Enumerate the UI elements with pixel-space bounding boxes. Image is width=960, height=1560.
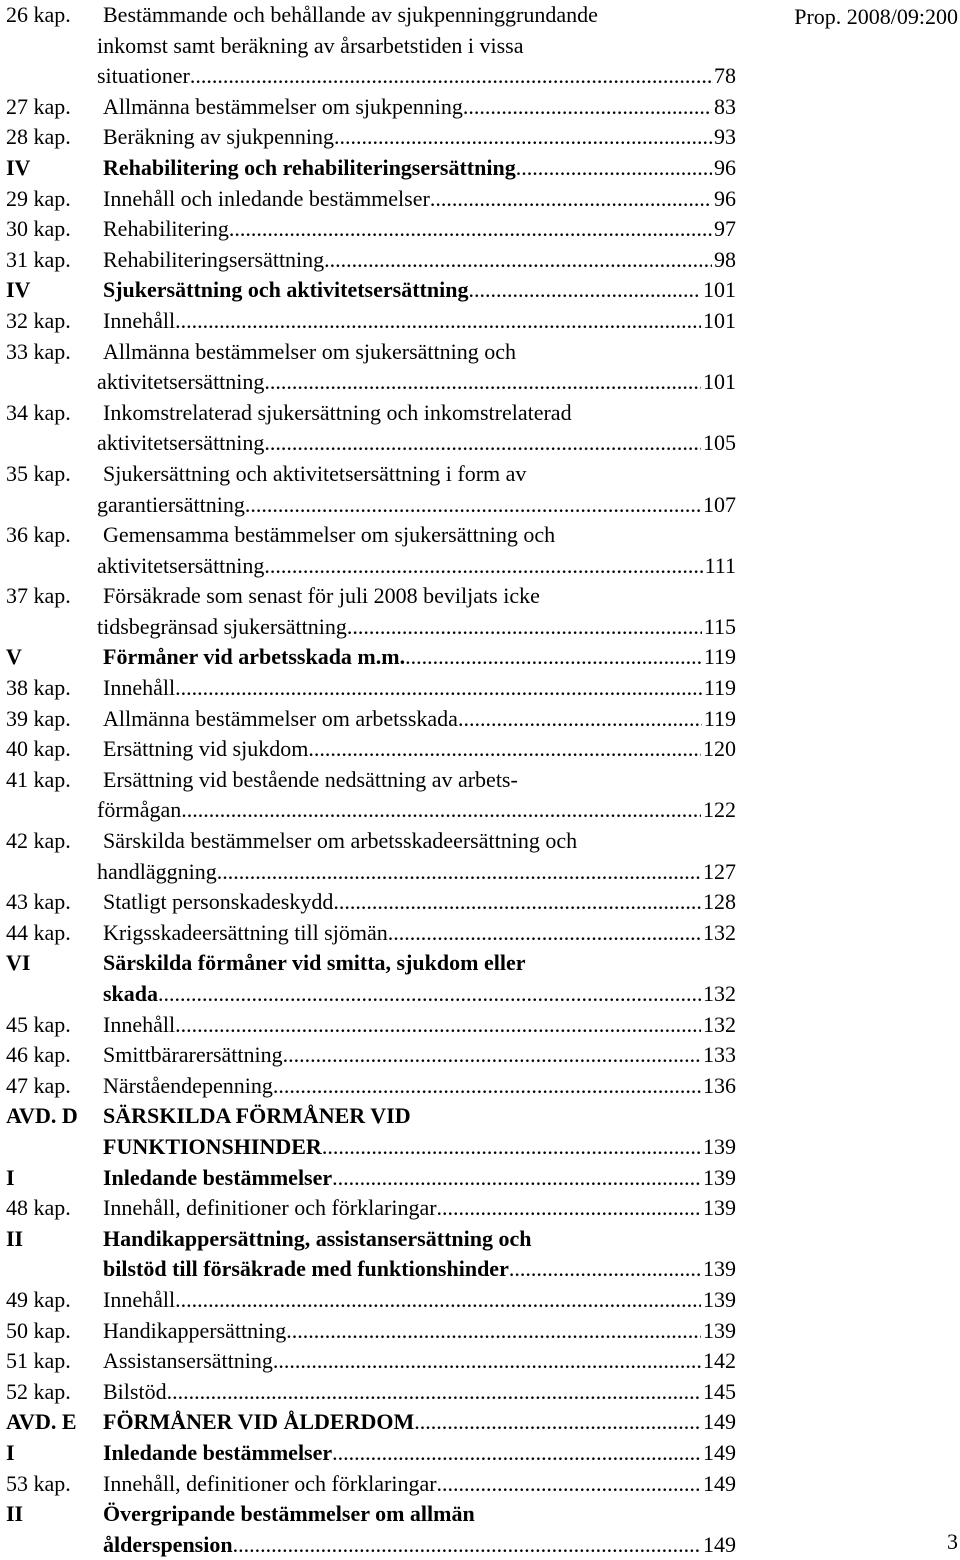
toc-entry: [6, 734, 736, 765]
toc-entry-page: 136: [703, 1072, 736, 1098]
toc-entry-number: 43 kap.: [6, 889, 71, 915]
toc-entry-title: Beräkning av sjukpenning: [103, 124, 334, 150]
toc-entry-title: Handikappersättning: [103, 1317, 287, 1343]
toc-entry-title: Handikappersättning, assistansersättning och: [103, 1225, 532, 1251]
toc-entry: [6, 92, 736, 123]
toc-entry: [6, 459, 736, 520]
toc-entry-title: Allmänna bestämmelser om arbetsskada: [103, 705, 458, 731]
toc-entry: [6, 1407, 736, 1438]
toc-entry-number: AVD. E: [6, 1409, 77, 1435]
toc-entry-number: 36 kap.: [6, 522, 71, 548]
dot-leader: [308, 734, 701, 765]
toc-entry-page: 133: [703, 1042, 736, 1068]
toc-entry-title: Närståendepenning: [103, 1072, 273, 1098]
dot-leader: [286, 1316, 701, 1347]
toc-entry-title: bilstöd till försäkrade med funktionshinder: [103, 1256, 509, 1282]
toc-entry-title: Inkomstrelaterad sjukersättning och inkomstrelaterad: [103, 399, 572, 425]
toc-entry-number: V: [6, 644, 22, 670]
toc-entry-page: 122: [703, 797, 736, 823]
dot-leader: [264, 428, 701, 459]
toc-entry-number: II: [6, 1225, 24, 1251]
toc-entry-title: Innehåll: [103, 1286, 176, 1312]
toc-entry: [6, 581, 736, 642]
toc-entry-number: 33 kap.: [6, 338, 71, 364]
toc-entry: [6, 1224, 736, 1285]
toc-entry: [6, 122, 736, 153]
toc-entry-page: 139: [703, 1133, 736, 1159]
toc-entry-page: 96: [714, 185, 736, 211]
toc-entry: [6, 1193, 736, 1224]
toc-entry: [6, 1010, 736, 1041]
table-of-contents: [6, 0, 736, 1560]
toc-entry-page: 145: [703, 1378, 736, 1404]
toc-entry-number: AVD. D: [6, 1103, 78, 1129]
toc-entry: [6, 275, 736, 306]
dot-leader: [175, 673, 702, 704]
toc-entry-number: 35 kap.: [6, 460, 71, 486]
dot-leader: [334, 122, 712, 153]
toc-entry-title: SÄRSKILDA FÖRMÅNER VID: [103, 1103, 411, 1129]
toc-entry-page: 128: [703, 889, 736, 915]
toc-entry-title: Särskilda bestämmelser om arbetsskadeersättning och: [103, 828, 578, 854]
toc-entry-title: Sjukersättning och aktivitetsersättning i form av: [103, 460, 527, 486]
toc-entry-title: Statligt personskadeskydd: [103, 889, 334, 915]
dot-leader: [283, 1040, 701, 1071]
dot-leader: [264, 551, 702, 582]
toc-entry-number: 26 kap.: [6, 2, 71, 27]
toc-entry-title: inkomst samt beräkning av årsarbetstiden i vissa: [97, 32, 524, 58]
toc-entry: [6, 642, 736, 673]
page-number: 3: [947, 1529, 958, 1554]
toc-entry-page: 93: [714, 124, 736, 150]
toc-entry-number: 37 kap.: [6, 583, 71, 609]
toc-entry: [6, 887, 736, 918]
toc-entry-number: 27 kap.: [6, 93, 71, 119]
toc-entry-page: 120: [703, 736, 736, 762]
toc-entry-title: förmågan: [97, 797, 182, 823]
toc-entry-page: 105: [703, 430, 736, 456]
toc-entry-page: 101: [703, 307, 736, 333]
toc-entry-page: 119: [703, 675, 736, 701]
toc-entry: [6, 398, 736, 459]
toc-entry-title: Inledande bestämmelser: [103, 1439, 333, 1465]
toc-entry-page: 139: [703, 1286, 736, 1312]
dot-leader: [468, 275, 701, 306]
toc-entry-page: 132: [703, 919, 736, 945]
toc-entry: [6, 765, 736, 826]
dot-leader: [190, 61, 712, 92]
toc-entry: [6, 0, 736, 92]
toc-entry-title: Innehåll: [103, 307, 176, 333]
dot-leader: [388, 918, 701, 949]
proposition-reference: Prop. 2008/09:200: [794, 4, 958, 29]
toc-entry-page: 98: [714, 246, 736, 272]
toc-entry: [6, 826, 736, 887]
toc-entry-page: 115: [703, 613, 736, 639]
toc-entry: [6, 1163, 736, 1194]
dot-leader: [463, 92, 712, 123]
toc-entry-title: ålderspension: [103, 1531, 233, 1557]
toc-entry-number: 34 kap.: [6, 399, 71, 425]
toc-entry: [6, 520, 736, 581]
toc-entry-page: 119: [703, 705, 736, 731]
toc-entry-title: Inledande bestämmelser: [103, 1164, 333, 1190]
toc-entry: [6, 918, 736, 949]
toc-entry-page: 119: [703, 644, 736, 670]
toc-entry-title: aktivitetsersättning: [97, 552, 265, 578]
toc-entry-title: Innehåll: [103, 675, 176, 701]
toc-entry-page: 132: [703, 981, 736, 1006]
toc-entry-title: Gemensamma bestämmelser om sjukersättning och: [103, 522, 556, 548]
toc-entry-page: 107: [703, 491, 736, 517]
toc-entry-page: 142: [703, 1348, 736, 1374]
dot-leader: [167, 1377, 701, 1408]
toc-entry-number: I: [6, 1439, 15, 1465]
toc-entry-title: aktivitetsersättning: [97, 369, 265, 395]
toc-entry-title: Rehabiliteringsersättning: [103, 246, 325, 272]
dot-leader: [181, 795, 701, 826]
toc-entry-page: 149: [703, 1439, 736, 1465]
toc-entry-number: 52 kap.: [6, 1378, 71, 1404]
dot-leader: [332, 1438, 701, 1469]
dot-leader: [158, 979, 701, 1010]
dot-leader: [414, 1407, 701, 1438]
toc-entry-title: skada: [103, 981, 159, 1006]
toc-entry-title: situationer: [97, 63, 190, 89]
toc-entry: [6, 1469, 736, 1500]
toc-entry: [6, 1499, 736, 1560]
toc-entry-title: Innehåll och inledande bestämmelser: [103, 185, 430, 211]
toc-entry-page: 111: [704, 552, 736, 578]
dot-leader: [264, 367, 701, 398]
toc-entry-number: 45 kap.: [6, 1011, 71, 1037]
toc-entry-number: 48 kap.: [6, 1195, 71, 1221]
toc-entry-title: Smittbärarersättning: [103, 1042, 283, 1068]
toc-entry: [6, 306, 736, 337]
dot-leader: [347, 612, 702, 643]
toc-entry-page: 97: [714, 216, 736, 242]
toc-entry-page: 149: [703, 1470, 736, 1496]
toc-entry-title: Förmåner vid arbetsskada m.m.: [103, 644, 406, 670]
toc-entry-page: 149: [703, 1409, 736, 1435]
toc-entry-title: Allmänna bestämmelser om sjukpenning: [103, 93, 463, 119]
toc-entry-title: FÖRMÅNER VID ÅLDERDOM: [103, 1409, 415, 1435]
toc-entry-number: II: [6, 1501, 24, 1527]
toc-entry-page: 139: [703, 1256, 736, 1282]
toc-entry-title: tidsbegränsad sjukersättning: [97, 613, 347, 639]
toc-entry-number: 39 kap.: [6, 705, 71, 731]
toc-entry-title: Krigsskadeersättning till sjömän: [103, 919, 388, 945]
toc-entry-number: 50 kap.: [6, 1317, 71, 1343]
toc-entry-number: 41 kap.: [6, 766, 71, 792]
toc-entry: [6, 1101, 736, 1162]
dot-leader: [273, 1346, 701, 1377]
toc-entry: [6, 153, 736, 184]
toc-entry: [6, 704, 736, 735]
toc-entry: [6, 673, 736, 704]
toc-entry-number: 46 kap.: [6, 1042, 71, 1068]
toc-entry-number: 51 kap.: [6, 1348, 71, 1374]
toc-entry-number: 40 kap.: [6, 736, 71, 762]
toc-entry-number: 42 kap.: [6, 828, 71, 854]
dot-leader: [332, 1163, 701, 1194]
toc-entry-number: 28 kap.: [6, 124, 71, 150]
dot-leader: [217, 857, 701, 888]
toc-entry-page: 139: [703, 1317, 736, 1343]
toc-entry-title: Sjukersättning och aktivitetsersättning: [103, 277, 469, 303]
dot-leader: [437, 1193, 701, 1224]
toc-entry-page: 96: [714, 154, 736, 180]
toc-entry-page: 83: [714, 93, 736, 119]
toc-entry-page: 149: [703, 1531, 736, 1557]
toc-entry-title: Allmänna bestämmelser om sjukersättning och: [103, 338, 517, 364]
toc-entry-title: Innehåll: [103, 1011, 176, 1037]
toc-entry: [6, 214, 736, 245]
toc-entry-title: Ersättning vid bestående nedsättning av arbets-: [103, 766, 518, 792]
toc-entry: [6, 1438, 736, 1469]
toc-entry-number: 53 kap.: [6, 1470, 71, 1496]
dot-leader: [324, 245, 712, 276]
toc-entry-title: Innehåll, definitioner och förklaringar: [103, 1195, 437, 1221]
dot-leader: [458, 704, 702, 735]
toc-entry-title: Särskilda förmåner vid smitta, sjukdom eller: [103, 950, 526, 976]
toc-entry-page: 139: [703, 1164, 736, 1190]
dot-leader: [322, 1132, 701, 1163]
dot-leader: [333, 887, 701, 918]
toc-entry-title: handläggning: [97, 858, 217, 884]
toc-entry-page: 101: [703, 277, 736, 303]
toc-entry: [6, 184, 736, 215]
toc-entry-title: garantiersättning: [97, 491, 245, 517]
toc-entry-title: Innehåll, definitioner och förklaringar: [103, 1470, 437, 1496]
dot-leader: [509, 1254, 701, 1285]
dot-leader: [405, 642, 702, 673]
toc-entry: [6, 1285, 736, 1316]
dot-leader: [516, 153, 712, 184]
toc-entry-title: Övergripande bestämmelser om allmän: [103, 1501, 475, 1527]
toc-entry-title: FUNKTIONSHINDER: [103, 1133, 322, 1159]
toc-entry: [6, 1377, 736, 1408]
toc-entry-number: 32 kap.: [6, 307, 71, 333]
dot-leader: [233, 1530, 701, 1560]
toc-entry-title: Rehabilitering och rehabiliteringsersättning: [103, 154, 516, 180]
toc-entry-title: Försäkrade som senast för juli 2008 beviljats icke: [103, 583, 540, 609]
toc-entry-number: 29 kap.: [6, 185, 71, 211]
toc-entry-title: Bilstöd: [103, 1378, 167, 1404]
dot-leader: [229, 214, 712, 245]
toc-entry-number: IV: [6, 154, 31, 180]
toc-entry-title: aktivitetsersättning: [97, 430, 265, 456]
toc-entry: [6, 1346, 736, 1377]
toc-entry-title: Bestämmande och behållande av sjukpenninggrundande: [103, 2, 598, 27]
dot-leader: [437, 1469, 701, 1500]
toc-entry-title: Assistansersättning: [103, 1348, 273, 1374]
toc-entry-number: VI: [6, 950, 31, 976]
toc-entry-page: 132: [703, 1011, 736, 1037]
toc-entry-page: 78: [714, 63, 736, 89]
dot-leader: [175, 1010, 701, 1041]
toc-entry-number: 44 kap.: [6, 919, 71, 945]
toc-entry-number: 49 kap.: [6, 1286, 71, 1312]
toc-entry-page: 127: [703, 858, 736, 884]
dot-leader: [430, 184, 712, 215]
toc-entry: [6, 337, 736, 398]
toc-entry-title: Rehabilitering: [103, 216, 229, 242]
toc-entry-page: 101: [703, 369, 736, 395]
toc-entry: [6, 948, 736, 1009]
dot-leader: [273, 1071, 701, 1102]
toc-entry: [6, 1071, 736, 1102]
toc-entry-number: IV: [6, 277, 31, 303]
toc-entry: [6, 1316, 736, 1347]
toc-entry-title: Ersättning vid sjukdom: [103, 736, 309, 762]
toc-entry-page: 139: [703, 1195, 736, 1221]
toc-entry-number: I: [6, 1164, 15, 1190]
dot-leader: [175, 306, 701, 337]
toc-entry-number: 31 kap.: [6, 246, 71, 272]
toc-entry-number: 30 kap.: [6, 216, 71, 242]
dot-leader: [175, 1285, 701, 1316]
toc-entry: [6, 245, 736, 276]
toc-entry: [6, 1040, 736, 1071]
dot-leader: [245, 490, 701, 521]
toc-entry-number: 38 kap.: [6, 675, 71, 701]
toc-entry-number: 47 kap.: [6, 1072, 71, 1098]
